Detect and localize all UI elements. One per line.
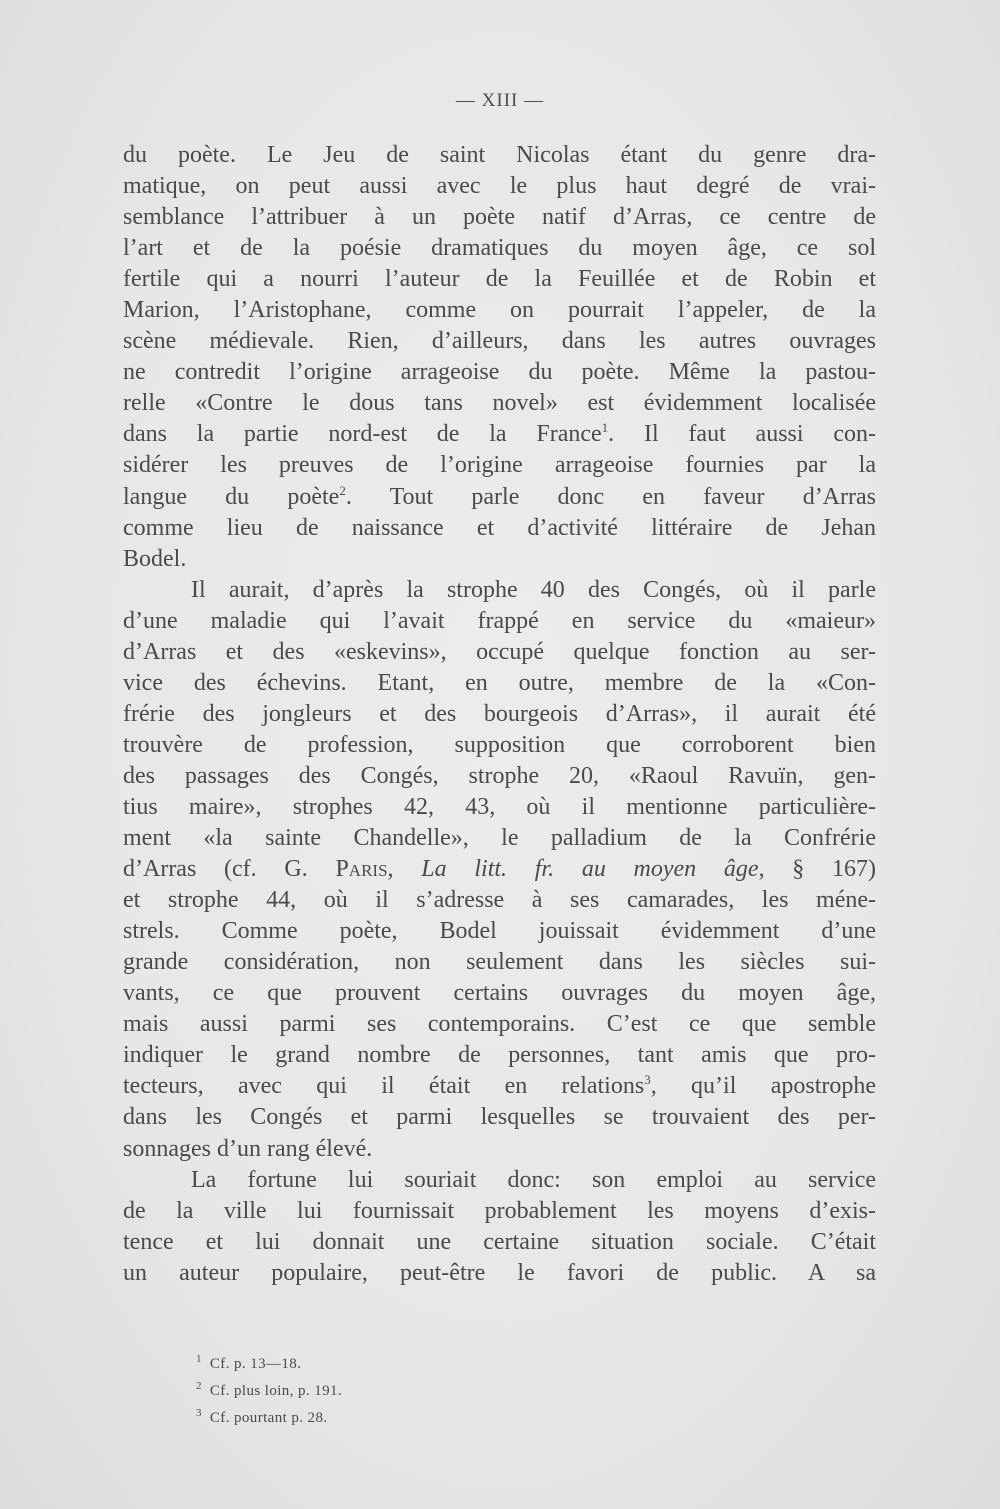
text-fragment: , qu’il apostrophe (650, 1073, 876, 1100)
footnote-text: Cf. plus loin, p. 191. (209, 1383, 343, 1399)
text-fragment: . Il faut aussi con- (608, 421, 876, 448)
text-line: indiquer le grand nombre de personnes, tant amis que pro- (123, 1042, 876, 1069)
text-line: trouvère de profession, supposition que corroborent bien (123, 731, 876, 758)
book-title: La litt. fr. au moyen âge (421, 856, 759, 883)
text-line: un auteur populaire, peut-être le favori de public. A sa (123, 1259, 876, 1286)
text-line: du poète. Le Jeu de saint Nicolas étant du genre dra- (123, 142, 876, 168)
footnote-marker: 2 (196, 1380, 202, 1392)
text-fragment: d’Arras (cf. G. (123, 856, 336, 883)
text-line: tence et lui donnait une certaine situation sociale. C’était (123, 1228, 876, 1255)
footnote-3 (196, 1405, 696, 1432)
text-line: scène médievale. Rien, d’ailleurs, dans les autres ouvrages (123, 328, 876, 355)
text-line: La fortune lui souriait donc: son emploi au service (191, 1166, 876, 1193)
footnote-ref-3[interactable]: 3 (644, 1072, 651, 1088)
text-line: grande considération, non seulement dans les siècles sui- (123, 949, 876, 976)
text-line: d’une maladie qui l’avait frappé en service du «maieur» (123, 607, 876, 634)
footnotes (196, 1351, 696, 1432)
footnote-marker: 1 (196, 1353, 202, 1365)
text-line: semblance l’attribuer à un poète natif d’Arras, ce centre de (123, 204, 876, 231)
footnote-text: Cf. p. 13—18. (209, 1356, 302, 1372)
text-line: mais aussi parmi ses contemporains. C’est ce que semble (123, 1011, 876, 1038)
text-line: de la ville lui fournissait probablement les moyens d’exis- (123, 1197, 876, 1224)
text-line: Marion, l’Aristophane, comme on pourrait l’appeler, de la (123, 297, 876, 324)
text-line: l’art et de la poésie dramatiques du moyen âge, ce sol (123, 235, 876, 262)
text-fragment: . Tout parle donc en faveur d’Arras (345, 483, 876, 510)
text-fragment: tecteurs, avec qui il était en relations (123, 1073, 645, 1100)
text-line: tius maire», strophes 42, 43, où il mentionne particulière- (123, 793, 876, 820)
text-line: sidérer les preuves de l’origine arrageoise fournies par la (123, 452, 876, 479)
text-line: dans les Congés et parmi lesquelles se trouvaient des per- (123, 1104, 876, 1131)
text-line: ne contredit l’origine arrageoise du poète. Même la pastou- (123, 359, 876, 386)
footnote-ref-2[interactable]: 2 (339, 482, 346, 498)
text-line: matique, on peut aussi avec le plus haut degré de vrai- (123, 173, 876, 200)
text-line: Il aurait, d’après la strophe 40 des Congés, où il parle (191, 576, 876, 603)
footnote-marker: 3 (196, 1407, 202, 1419)
footnote-2 (196, 1378, 696, 1405)
text-line: et strophe 44, où il s’adresse à ses camarades, les méne- (123, 887, 876, 914)
text-line: Bodel. (123, 545, 187, 572)
text-line: des passages des Congés, strophe 20, «Raoul Ravuïn, gen- (123, 762, 876, 789)
text-line (123, 854, 876, 885)
text-line: fertile qui a nourri l’auteur de la Feuillée et de Robin et (123, 266, 876, 293)
page-number-header: — XIII — (455, 90, 545, 111)
author-name: Paris (335, 856, 388, 883)
text-fragment: dans la partie nord-est de la France (123, 421, 602, 448)
footnote-ref-1[interactable]: 1 (601, 420, 609, 436)
main-text (123, 140, 876, 1289)
text-line (123, 482, 876, 513)
text-fragment: , (387, 856, 422, 883)
text-line: comme lieu de naissance et d’activité littéraire de Jehan (123, 514, 876, 541)
text-line (123, 419, 876, 450)
text-line: relle «Contre le dous tans novel» est évidemment localisée (123, 390, 876, 417)
text-line: sonnages d’un rang élevé. (123, 1135, 373, 1162)
text-line: ment «la sainte Chandelle», le palladium de la Confrérie (123, 825, 876, 852)
text-line: frérie des jongleurs et des bourgeois d’Arras», il aurait été (123, 700, 876, 727)
text-line: vants, ce que prouvent certains ouvrages du moyen âge, (123, 980, 876, 1007)
text-line: strels. Comme poète, Bodel jouissait évidemment d’une (123, 918, 876, 945)
text-line: vice des échevins. Etant, en outre, membre de la «Con- (123, 669, 876, 696)
text-line: d’Arras et des «eskevins», occupé quelque fonction au ser- (123, 638, 876, 665)
footnote-text: Cf. pourtant p. 28. (209, 1410, 328, 1426)
text-line (123, 1071, 876, 1102)
text-fragment: , § 167) (758, 856, 876, 883)
footnote-1 (196, 1351, 696, 1378)
text-fragment: langue du poète (123, 483, 340, 510)
